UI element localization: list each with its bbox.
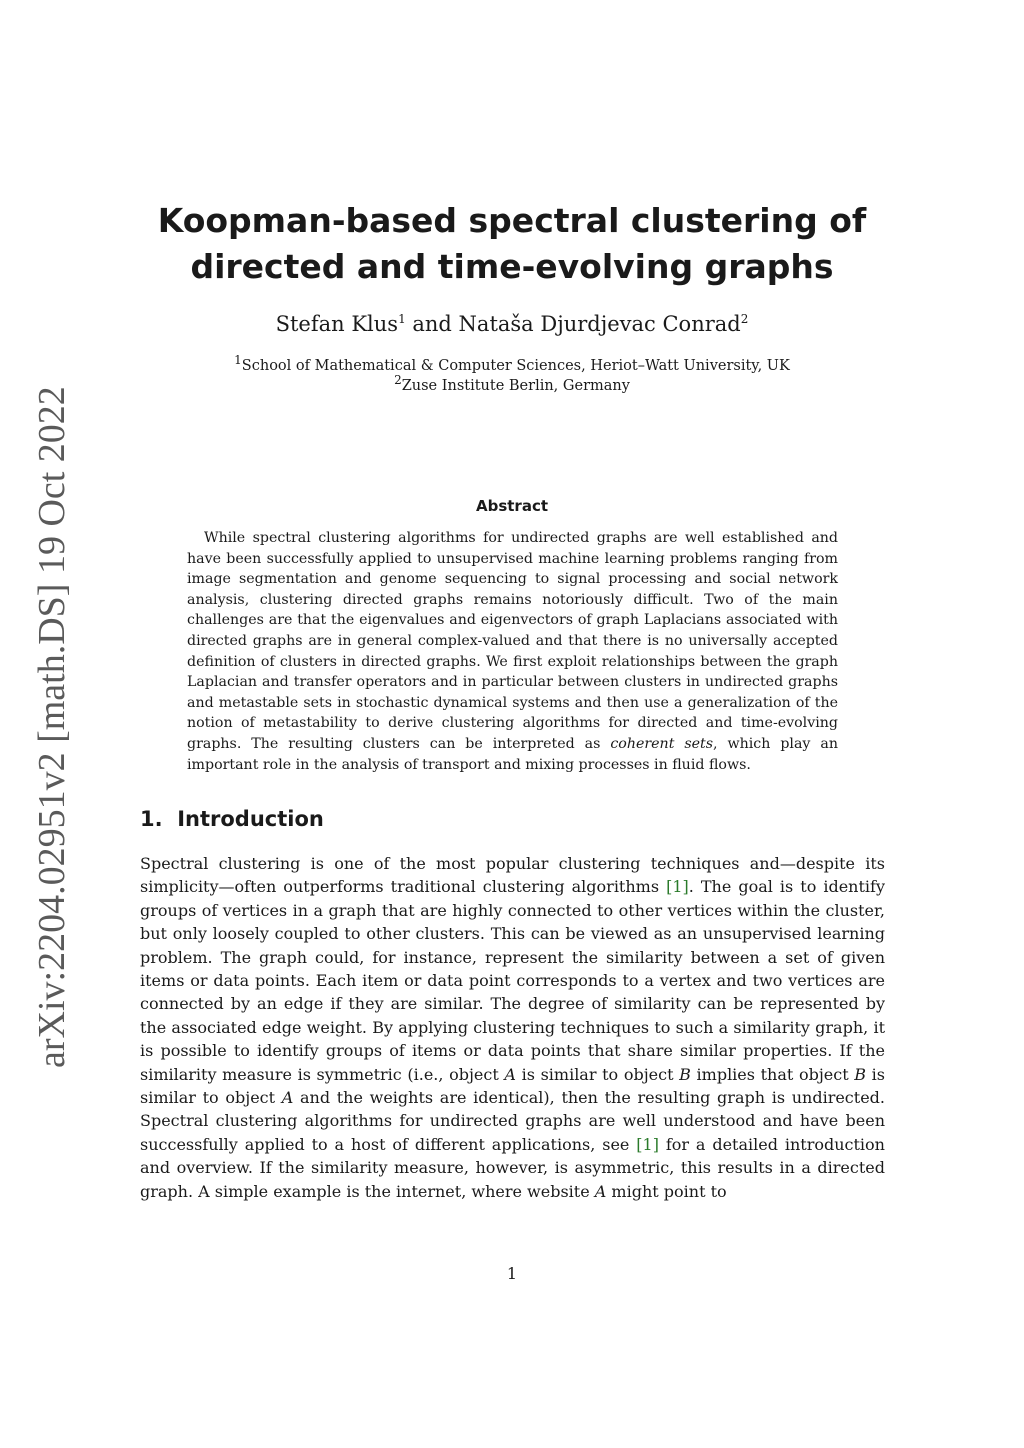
intro-text: might point to: [606, 1181, 727, 1201]
math-variable: A: [504, 1064, 516, 1084]
math-variable: A: [281, 1088, 294, 1108]
paper-title: [140, 198, 884, 290]
intro-text: and the weights are identical), then the resulting graph is undirected. Spectral clustering algorithms for undirected graphs are well understood and have been successfully applied to a host of different applications, see: [140, 1088, 885, 1154]
math-variable: B: [854, 1064, 867, 1084]
section-heading: [140, 807, 324, 831]
affiliation-2: [140, 373, 884, 394]
section-title: Introduction: [177, 807, 324, 831]
intro-text: . The goal is to identify groups of vertices in a graph that are highly connected to other vertices within the cluster, but only loosely coupled to other clusters. This can be viewed as an unsupervised learning problem. The graph could, for instance, represent the similarity between a set of given items or data points. Each item or data point corresponds to a vertex and two vertices are connected by an edge if they are similar. The degree of similarity can be represented by the associated edge weight. By applying clustering techniques to such a similarity graph, it is possible to identify groups of items or data points that share similar properties. If the similarity measure is symmetric (i.e., object: [140, 877, 885, 1084]
section-number: 1.: [140, 807, 163, 831]
intro-text: is similar to object: [515, 1064, 680, 1084]
intro-text: implies that object: [690, 1064, 855, 1084]
affiliation-mark: 2: [394, 373, 402, 388]
arxiv-identifier: arXiv:2204.02951v2 [math.DS] 19 Oct 2022: [31, 386, 73, 1068]
affiliation-mark: 1: [234, 353, 242, 368]
page-number: 1: [506, 1264, 518, 1283]
title-line-2: directed and time-evolving graphs: [190, 247, 834, 286]
intro-text: Spectral clustering is one of the most popular clustering techniques and—despite its simplicity—often outperforms traditional clustering algorithms: [140, 854, 885, 897]
author-name: Nataša Djurdjevac Conrad: [458, 312, 741, 336]
citation-link[interactable]: [1]: [636, 1134, 659, 1154]
citation-link[interactable]: [1]: [666, 877, 689, 897]
affiliation-mark: 1: [398, 312, 406, 326]
title-line-1: Koopman-based spectral clustering of: [157, 201, 867, 240]
abstract-text: While spectral clustering algorithms for undirected graphs are well established and have been successfully applied to unsupervised machine learning problems ranging from image segmentation and genome sequencing to signal processing and social network analysis, clustering directed graphs remains notoriously difficult. Two of the main challenges are that the eigenvalues and eigenvectors of graph Laplacians associated with directed graphs are in general complex-valued and that there is no universally accepted definition of clusters in directed graphs. We first exploit relationships between the graph Laplacian and transfer operators and in particular between clusters in undirected graphs and metastable sets in stochastic dynamical systems and then use a generalization of the notion of metastability to derive clustering algorithms for directed and time-evolving graphs. The resulting clusters can be interpreted as: [187, 530, 838, 752]
math-variable: A: [594, 1181, 607, 1201]
math-variable: B: [679, 1064, 691, 1084]
intro-text: is similar to object: [140, 1064, 885, 1108]
abstract-emphasis: coherent sets: [610, 735, 714, 752]
intro-text: for a detailed introduction and overview. If the similarity measure, however, is asymmetric, this results in a directed graph. A simple example is the internet, where website: [140, 1134, 885, 1201]
abstract-heading: Abstract: [475, 497, 549, 515]
affiliation-1: [140, 353, 884, 374]
affiliation-mark: 2: [740, 312, 749, 326]
author-connector: and: [405, 312, 459, 336]
affiliation-text: Zuse Institute Berlin, Germany: [401, 378, 630, 394]
abstract-body: [187, 528, 838, 775]
author-list: [140, 312, 884, 336]
abstract-text-end: , which play an important role in the analysis of transport and mixing processes in fluid flows.: [187, 735, 838, 773]
introduction-paragraph: [140, 852, 885, 1203]
author-name: Stefan Klus: [275, 312, 399, 336]
affiliation-text: School of Mathematical & Computer Sciences, Heriot–Watt University, UK: [241, 358, 790, 374]
